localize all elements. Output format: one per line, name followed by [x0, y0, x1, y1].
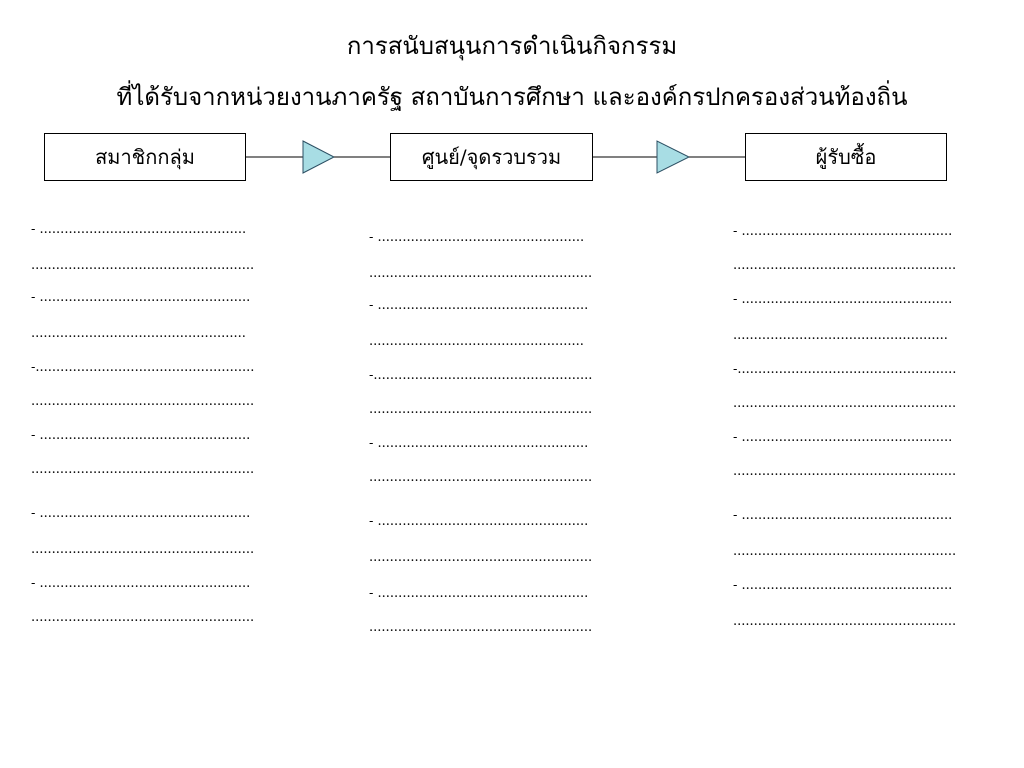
fill-line: - ...................................................	[31, 506, 251, 521]
fill-line: -.....................................................	[31, 360, 255, 375]
fill-line: ......................................................	[369, 620, 593, 635]
box-label: สมาชิกกลุ่ม	[95, 145, 195, 169]
fill-line: - ...................................................	[369, 514, 589, 529]
box-label: ผู้รับซื้อ	[815, 145, 877, 169]
box-label: ศูนย์/จุดรวบรวม	[421, 145, 562, 169]
fill-line: - ..................................................	[369, 230, 585, 245]
fill-line: - ..................................................	[31, 222, 247, 237]
box-group-members	[44, 133, 246, 181]
fill-line: ......................................................	[31, 542, 255, 557]
fill-line: - ...................................................	[733, 224, 953, 239]
fill-line: - ...................................................	[31, 576, 251, 591]
fill-line: ......................................................	[31, 258, 255, 273]
fill-line: - ...................................................	[31, 290, 251, 305]
fill-line: ......................................................	[733, 464, 957, 479]
title-line-2: ที่ได้รับจากหน่วยงานภาครัฐ สถาบันการศึกษา และองค์กรปกครองส่วนท้องถิ่น	[116, 83, 908, 111]
fill-line: ......................................................	[733, 396, 957, 411]
fill-line: ......................................................	[31, 394, 255, 409]
fill-line: - ...................................................	[369, 436, 589, 451]
fill-line: - ...................................................	[733, 508, 953, 523]
fill-line: -.....................................................	[733, 362, 957, 377]
fill-line: ......................................................	[369, 266, 593, 281]
fill-line: ......................................................	[733, 258, 957, 273]
fill-line: ......................................................	[31, 610, 255, 625]
box-collection-center	[390, 133, 593, 181]
fill-line: - ...................................................	[369, 586, 589, 601]
fill-line: ......................................................	[369, 470, 593, 485]
fill-line: - ...................................................	[369, 298, 589, 313]
fill-line: ......................................................	[733, 614, 957, 629]
arrow-triangle-2	[657, 141, 689, 173]
fill-line: ......................................................	[369, 402, 593, 417]
fill-line: - ...................................................	[733, 578, 953, 593]
fill-line: ......................................................	[31, 462, 255, 477]
fill-line: -.....................................................	[369, 368, 593, 383]
fill-line: ....................................................	[733, 328, 948, 343]
fill-line: - ...................................................	[733, 292, 953, 307]
fill-line: ......................................................	[369, 550, 593, 565]
fill-line: - ...................................................	[31, 428, 251, 443]
box-buyer	[745, 133, 947, 181]
arrow-triangle-1	[303, 141, 334, 173]
fill-line: ......................................................	[733, 544, 957, 559]
fill-line: - ...................................................	[733, 430, 953, 445]
fill-line: ....................................................	[369, 334, 584, 349]
title-line-1: การสนับสนุนการดำเนินกิจกรรม	[346, 32, 678, 60]
fill-line: ....................................................	[31, 326, 246, 341]
